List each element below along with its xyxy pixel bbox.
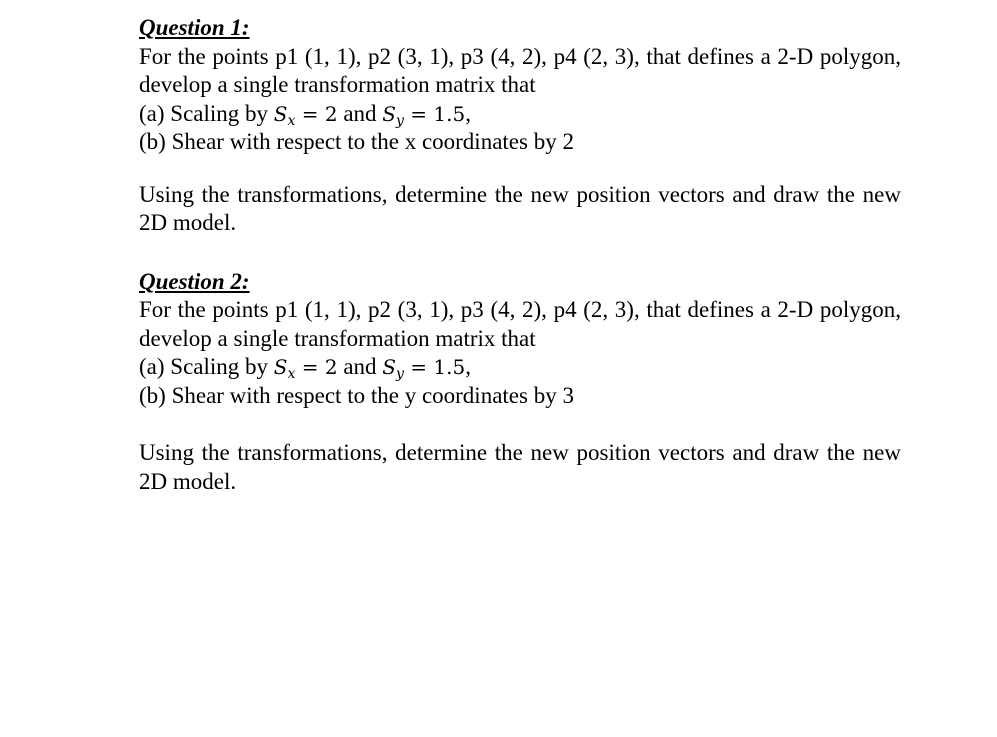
sy-expression <box>382 101 466 129</box>
sy-subscript: y <box>396 112 404 129</box>
sx-subscript: x <box>287 112 296 129</box>
question-2 <box>139 268 901 497</box>
sx-symbol: S <box>273 101 288 126</box>
question-intro: For the points p1 (1, 1), p2 (3, 1), p3 (4, 2), p4 (2, 3), that defines a 2-D polygon, develop a single transformation matrix that <box>139 43 901 97</box>
sx-value: = 2 <box>301 355 338 379</box>
question-1 <box>139 14 901 238</box>
document-page <box>139 14 901 496</box>
sy-subscript: y <box>396 366 404 382</box>
sx-value: = 2 <box>301 101 338 126</box>
part-a-connector: and <box>343 354 377 379</box>
part-a-scaling <box>139 353 901 382</box>
question-intro: For the points p1 (1, 1), p2 (3, 1), p3 (4, 2), p4 (2, 3), that defines a 2-D polygon, develop a single transformation matrix that <box>139 297 901 351</box>
question-instruction: Using the transformations, determine the new position vectors and draw the new 2D model. <box>139 181 901 235</box>
part-a-connector: and <box>343 100 377 126</box>
sy-value: = 1.5 <box>410 355 466 379</box>
part-b-shear: (b) Shear with respect to the y coordinates by 3 <box>139 382 574 408</box>
part-a-prefix: (a) Scaling by <box>139 354 269 379</box>
sx-expression <box>273 101 338 129</box>
sy-expression <box>382 355 466 382</box>
part-a-prefix: (a) Scaling by <box>139 100 269 126</box>
part-a-suffix: , <box>465 354 471 379</box>
question-title: Question 2: <box>139 268 250 294</box>
sy-symbol: S <box>382 355 396 379</box>
question-instruction: Using the transformations, determine the new position vectors and draw the new 2D model. <box>139 440 901 494</box>
part-b-shear: (b) Shear with respect to the x coordinates by 2 <box>139 129 574 154</box>
sy-symbol: S <box>382 101 396 126</box>
question-title: Question 1: <box>139 15 250 40</box>
part-a-suffix: , <box>465 100 471 126</box>
part-a-scaling <box>139 100 901 129</box>
sx-subscript: x <box>287 366 296 382</box>
sx-symbol: S <box>273 355 288 379</box>
sy-value: = 1.5 <box>410 101 466 126</box>
sx-expression <box>273 355 338 382</box>
